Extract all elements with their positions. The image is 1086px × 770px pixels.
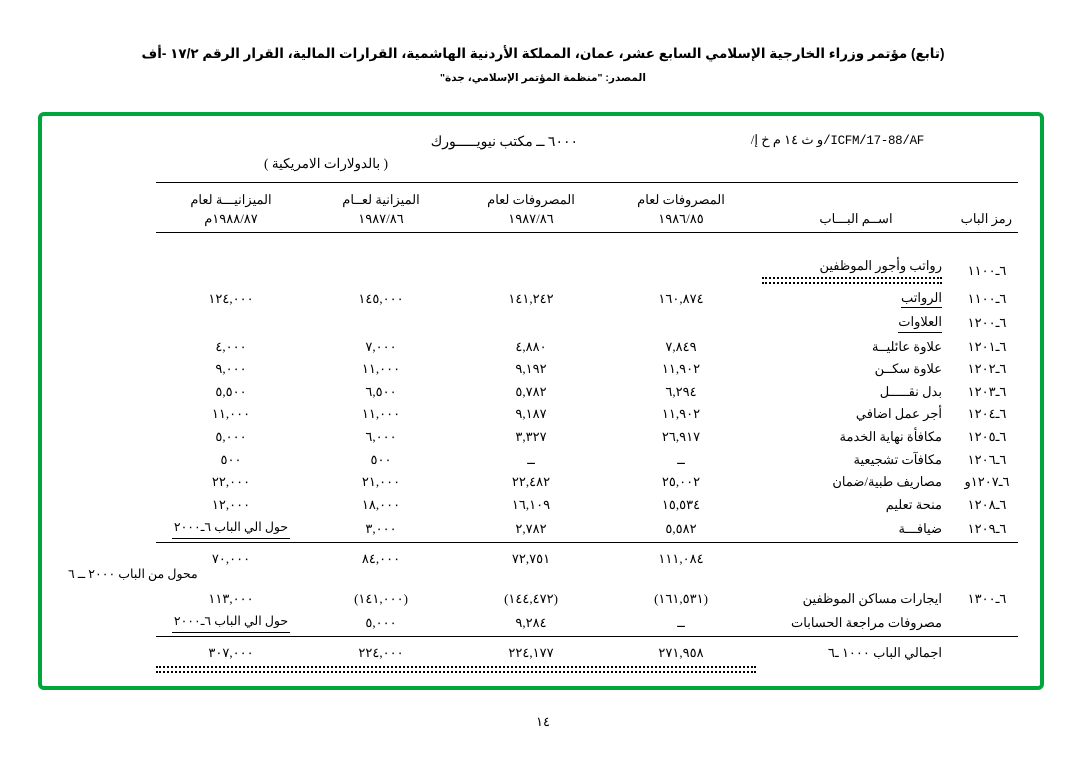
row-name: ايجارات مساكن الموظفين bbox=[802, 590, 942, 606]
table-row bbox=[156, 493, 1018, 516]
column-header-bud88: الميزانيـــة لعام ١٩٨٨/٨٧م bbox=[190, 192, 272, 226]
row-exp86 bbox=[606, 255, 756, 287]
row-bud87: ٣,٠٠٠ bbox=[365, 520, 397, 536]
row-name: اجمالي الباب ١٠٠٠ ـ٦ bbox=[827, 645, 942, 661]
row-bud87: ١٨,٠٠٠ bbox=[361, 496, 401, 512]
row-code bbox=[956, 548, 1018, 571]
row-bud88 bbox=[156, 255, 306, 287]
row-code: ٦ـ١٢٠٨ bbox=[967, 496, 1007, 512]
row-bud88 bbox=[156, 587, 306, 610]
row-code: ٦ـ١١٠٠ bbox=[967, 290, 1007, 306]
table-row bbox=[156, 610, 1018, 636]
sheet-top-line bbox=[64, 130, 1018, 171]
row-code: ٦ـ١٣٠٠ bbox=[967, 590, 1007, 606]
row-name: أجر عمل اضافي bbox=[855, 406, 942, 422]
table-row bbox=[156, 516, 1018, 542]
row-code: ٦ـ١٢٠٣ bbox=[967, 383, 1007, 399]
row-exp87: ٩,١٨٧ bbox=[515, 406, 547, 422]
row-bud87: ٥,٠٠٠ bbox=[365, 614, 397, 630]
row-name: ضيافـــة bbox=[898, 520, 942, 536]
row-exp86: ــ bbox=[677, 451, 685, 467]
row-bud87: ٧,٠٠٠ bbox=[365, 338, 397, 354]
grand-total-dotted-rule bbox=[156, 664, 1018, 673]
row-exp87: ٣,٣٢٧ bbox=[515, 429, 547, 445]
row-bud88: ٧٠,٠٠٠ bbox=[211, 551, 251, 567]
budget-table bbox=[156, 182, 1018, 673]
row-code bbox=[956, 642, 1018, 665]
row-exp86: ٢٥,٠٠٢ bbox=[661, 474, 701, 490]
row-bud87: ٢٢٤,٠٠٠ bbox=[358, 645, 404, 661]
table-row bbox=[156, 335, 1018, 358]
row-bud88 bbox=[156, 610, 306, 636]
row-code: ٦ـ١٢٠٧و bbox=[964, 474, 1010, 490]
row-code: ٦ـ١٢٠٦ bbox=[967, 451, 1007, 467]
row-bud88-note: حول الي الباب ٦ـ٢٠٠٠ bbox=[172, 519, 290, 539]
table-row bbox=[156, 403, 1018, 426]
row-name: مكافأة نهاية الخدمة bbox=[839, 429, 942, 445]
currency-note: ( بالدولارات الامريكية ) bbox=[263, 156, 388, 171]
table-row bbox=[156, 471, 1018, 494]
office-heading: ٦٠٠٠ ــ مكتب نيويـــــورك bbox=[430, 135, 578, 150]
row-bud88: ٢٢,٠٠٠ bbox=[211, 474, 251, 490]
row-exp86: ١٦٠,٨٧٤ bbox=[658, 290, 704, 306]
row-bud87: ٦,٠٠٠ bbox=[365, 429, 397, 445]
row-bud88: ١٢٤,٠٠٠ bbox=[208, 290, 254, 306]
row-code: ٦ـ١٢٠٤ bbox=[967, 406, 1007, 422]
row-bud87 bbox=[306, 255, 456, 287]
row-exp87: ــ bbox=[527, 451, 535, 467]
row-code bbox=[956, 610, 1018, 636]
table-row bbox=[156, 286, 1018, 311]
document-reference-latin: ICFM/17-88/AF/ bbox=[823, 134, 924, 148]
row-bud88-value: ١١٣,٠٠٠ bbox=[208, 590, 254, 606]
row-name: مصروفات مراجعة الحسابات bbox=[791, 614, 942, 630]
column-header-bud87: الميزانية لعــام ١٩٨٧/٨٦ bbox=[342, 192, 420, 226]
row-exp87: ٢٢٤,١٧٧ bbox=[508, 645, 554, 661]
row-bud88: ٤,٠٠٠ bbox=[215, 338, 247, 354]
row-exp87: ١٤١,٢٤٢ bbox=[508, 290, 554, 306]
row-exp86: ١١١,٠٨٤ bbox=[658, 551, 704, 567]
row-bud87: ٥٠٠ bbox=[370, 451, 392, 467]
row-exp87: ٢٢,٤٨٢ bbox=[511, 474, 551, 490]
row-exp86: ٢٦,٩١٧ bbox=[661, 429, 701, 445]
table-row bbox=[156, 426, 1018, 449]
row-bud88: ٥,٠٠٠ bbox=[215, 429, 247, 445]
row-name bbox=[756, 548, 956, 571]
row-bud88: ١١,٠٠٠ bbox=[211, 406, 251, 422]
row-name: منحة تعليم bbox=[885, 496, 942, 512]
row-name-text: العلاوات bbox=[898, 313, 942, 333]
row-bud87: ١١,٠٠٠ bbox=[361, 361, 401, 377]
row-code: ٦ـ١١٠٠ bbox=[967, 262, 1007, 278]
source-note: المصدر: "منظمة المؤتمر الإسلامي، جدة" bbox=[440, 72, 646, 85]
column-header-name: اســم البـــاب bbox=[819, 210, 893, 226]
row-exp86 bbox=[606, 311, 756, 336]
row-name: مصاريف طبية/ضمان bbox=[832, 474, 942, 490]
row-bud88: ٩,٠٠٠ bbox=[215, 361, 247, 377]
row-exp86: ٥,٥٨٢ bbox=[665, 520, 697, 536]
spacer bbox=[156, 238, 1018, 255]
row-name bbox=[756, 286, 956, 311]
row-bud88 bbox=[156, 311, 306, 336]
row-bud88: ٥٠٠ bbox=[220, 451, 242, 467]
row-name bbox=[756, 255, 956, 287]
row-exp87: ١٦,١٠٩ bbox=[511, 496, 551, 512]
spacer bbox=[156, 570, 1018, 587]
table-header-row bbox=[156, 188, 1018, 232]
row-exp86: (١٦١,٥٣١) bbox=[654, 590, 708, 606]
table-row bbox=[156, 358, 1018, 381]
row-name bbox=[756, 311, 956, 336]
row-bud88 bbox=[156, 516, 306, 542]
row-code: ٦ـ١٢٠٥ bbox=[967, 429, 1007, 445]
row-code: ٦ـ١٢٠١ bbox=[967, 338, 1007, 354]
row-bud87: ٨٤,٠٠٠ bbox=[361, 551, 401, 567]
document-reference-number bbox=[751, 132, 924, 148]
row-exp87: ٧٢,٧٥١ bbox=[511, 551, 551, 567]
column-header-exp87: المصروفات لعام ١٩٨٧/٨٦ bbox=[487, 192, 575, 226]
budget-sheet bbox=[42, 116, 1040, 686]
row-bud87 bbox=[306, 311, 456, 336]
row-name-text: الرواتب bbox=[901, 289, 942, 309]
dotted-double-rule bbox=[156, 666, 756, 673]
dotted-underline bbox=[762, 277, 942, 284]
row-exp87 bbox=[456, 255, 606, 287]
row-bud87: ١٤٥,٠٠٠ bbox=[358, 290, 404, 306]
row-exp86: ٦,٢٩٤ bbox=[665, 383, 697, 399]
table-row bbox=[156, 448, 1018, 471]
row-exp86: ٢٧١,٩٥٨ bbox=[658, 645, 704, 661]
row-exp87: ٢,٧٨٢ bbox=[515, 520, 547, 536]
row-exp87: (١٤٤,٤٧٢) bbox=[504, 590, 558, 606]
row-bud88: ١٢,٠٠٠ bbox=[211, 496, 251, 512]
page-number: ١٤ bbox=[536, 714, 550, 729]
column-header-code: رمز الباب bbox=[960, 210, 1012, 226]
row-bud88: ٣٠٧,٠٠٠ bbox=[208, 645, 254, 661]
column-header-exp86: المصروفات لعام ١٩٨٦/٨٥ bbox=[637, 192, 725, 226]
row-bud87: (١٤١,٠٠٠) bbox=[354, 590, 408, 606]
transfer-note: محول من الباب ٢٠٠٠ ــ ٦ bbox=[68, 567, 198, 581]
table-row bbox=[156, 548, 1018, 571]
row-bud88: ٥,٥٠٠ bbox=[215, 383, 247, 399]
row-bud88-note: حول الي الباب ٦ـ٢٠٠٠ bbox=[172, 613, 290, 633]
row-code: ٦ـ١٢٠٩ bbox=[967, 520, 1007, 536]
row-exp87: ٩,١٩٢ bbox=[515, 361, 547, 377]
scanned-page-frame bbox=[38, 112, 1044, 690]
table-row bbox=[156, 255, 1018, 287]
row-exp86: ــ bbox=[677, 614, 685, 630]
table-row bbox=[156, 380, 1018, 403]
row-exp86: ١٥,٥٣٤ bbox=[661, 496, 701, 512]
row-exp87 bbox=[456, 311, 606, 336]
table-row bbox=[156, 311, 1018, 336]
row-exp87: ٥,٧٨٢ bbox=[515, 383, 547, 399]
document-reference-arabic: و ث ١٤ م خ إ/ bbox=[750, 132, 824, 147]
document-header bbox=[0, 44, 1086, 84]
row-bud87: ٢١,٠٠٠ bbox=[361, 474, 401, 490]
table-row bbox=[156, 642, 1018, 665]
row-code: ٦ـ١٢٠٠ bbox=[967, 315, 1007, 331]
row-name: علاوة سكــن bbox=[874, 361, 942, 377]
row-exp87: ٩,٢٨٤ bbox=[515, 614, 547, 630]
row-name: علاوة عائليــة bbox=[871, 338, 942, 354]
table-row bbox=[156, 587, 1018, 610]
row-bud87: ٦,٥٠٠ bbox=[365, 383, 397, 399]
row-exp86: ١١,٩٠٢ bbox=[661, 406, 701, 422]
row-exp86: ٧,٨٤٩ bbox=[665, 338, 697, 354]
row-code: ٦ـ١٢٠٢ bbox=[967, 361, 1007, 377]
row-name-text: رواتب وأجور الموظفين bbox=[819, 258, 942, 274]
row-name: بدل نقـــــل bbox=[879, 383, 942, 399]
page-title: (تابع) مؤتمر وزراء الخارجية الإسلامي السابع عشر، عمان، المملكة الأردنية الهاشمية، القرارات المالية، القرار الرقم ١٧/٢ -أف bbox=[141, 46, 945, 61]
row-exp87: ٤,٨٨٠ bbox=[515, 338, 547, 354]
row-exp86: ١١,٩٠٢ bbox=[661, 361, 701, 377]
row-bud87: ١١,٠٠٠ bbox=[361, 406, 401, 422]
row-name: مكافآت تشجيعية bbox=[853, 451, 942, 467]
